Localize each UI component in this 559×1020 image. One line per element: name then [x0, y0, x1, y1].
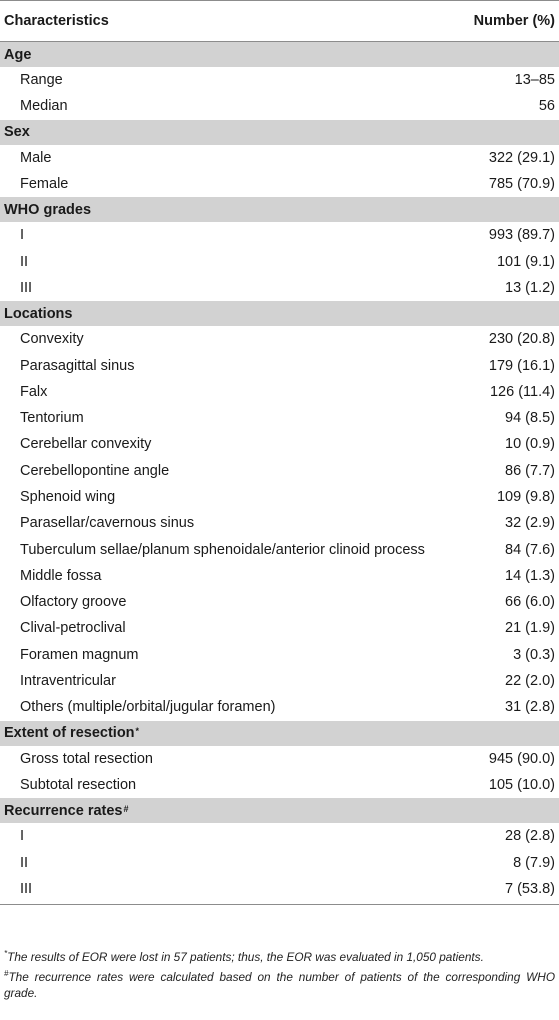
table-row	[0, 352, 559, 378]
row-label: Male	[20, 149, 52, 166]
table-row	[0, 67, 559, 93]
row-label: I	[20, 828, 25, 845]
section-header	[0, 798, 559, 823]
table-row	[0, 823, 559, 849]
row-label: Clival-petroclival	[20, 620, 126, 637]
row-value: 66 (6.0)	[505, 594, 555, 611]
row-value: 8 (7.9)	[513, 854, 555, 871]
table-row	[0, 275, 559, 301]
row-value: 86 (7.7)	[505, 462, 555, 479]
row-label: Others (multiple/orbital/jugular foramen)	[20, 699, 276, 716]
row-value: 785 (70.9)	[488, 176, 555, 193]
table-row	[0, 222, 559, 248]
row-value: 32 (2.9)	[505, 515, 555, 532]
row-value: 28 (2.8)	[505, 828, 555, 845]
row-label: Median	[20, 98, 68, 115]
row-label: Subtotal resection	[20, 776, 137, 793]
table-row	[0, 405, 559, 431]
row-value: 13–85	[514, 72, 555, 89]
row-label: Falx	[20, 383, 48, 400]
row-label: III	[20, 880, 33, 897]
row-label: Parasellar/cavernous sinus	[20, 515, 195, 532]
row-value: 3 (0.3)	[513, 646, 555, 663]
row-value: 230 (20.8)	[488, 331, 555, 348]
table-row	[0, 145, 559, 171]
footnote-text: The results of EOR were lost in 57 patients; thus, the EOR was evaluated in 1,050 patients.	[7, 949, 484, 964]
table-row	[0, 746, 559, 772]
table-row	[0, 694, 559, 720]
row-value: 179 (16.1)	[488, 357, 555, 374]
row-label: II	[20, 253, 29, 270]
table-row	[0, 248, 559, 274]
row-label: Tentorium	[20, 410, 84, 427]
table-row	[0, 876, 559, 902]
row-value: 945 (90.0)	[488, 750, 555, 767]
header-characteristics: Characteristics	[4, 13, 109, 29]
row-label: III	[20, 279, 33, 296]
footnotes	[4, 946, 555, 1002]
table-row	[0, 615, 559, 641]
table-bottom-rule	[0, 904, 559, 905]
footnote-text: The recurrence rates were calculated based on the number of patients of the corresponding WHO grade.	[4, 970, 555, 1000]
row-label: Convexity	[20, 331, 84, 348]
section-title: Age	[4, 46, 32, 63]
table-row	[0, 484, 559, 510]
row-label: II	[20, 854, 29, 871]
row-value: 126 (11.4)	[489, 383, 555, 400]
row-label: Range	[20, 72, 63, 89]
row-value: 56	[538, 98, 555, 115]
row-label: Tuberculum sellae/planum sphenoidale/anterior clinoid process	[20, 541, 425, 558]
row-label: Olfactory groove	[20, 594, 127, 611]
row-value: 14 (1.3)	[505, 567, 555, 584]
section-footnote-mark: #	[123, 803, 129, 814]
row-value: 105 (10.0)	[488, 776, 555, 793]
table-row	[0, 668, 559, 694]
row-value: 21 (1.9)	[505, 620, 555, 637]
row-value: 322 (29.1)	[488, 149, 555, 166]
row-label: I	[20, 227, 25, 244]
row-label: Parasagittal sinus	[20, 357, 135, 374]
section-title: Recurrence rates	[4, 802, 123, 819]
footnote-mark: #	[4, 969, 9, 979]
row-value: 7 (53.8)	[505, 880, 555, 897]
table-row	[0, 849, 559, 875]
row-value: 101 (9.1)	[496, 253, 555, 270]
row-label: Gross total resection	[20, 750, 153, 767]
section-title: Locations	[4, 305, 73, 322]
section-header	[0, 120, 559, 145]
row-label: Sphenoid wing	[20, 489, 116, 505]
section-header	[0, 301, 559, 326]
table-row	[0, 589, 559, 615]
footnote-eor	[4, 946, 555, 965]
row-value: 84 (7.6)	[505, 541, 555, 558]
table-row	[0, 431, 559, 457]
section-title: Sex	[4, 124, 30, 141]
row-value: 993 (89.7)	[488, 227, 555, 244]
table-row	[0, 93, 559, 119]
row-label: Foramen magnum	[20, 646, 139, 663]
table-row	[0, 536, 559, 562]
section-title: Extent of resection	[4, 725, 135, 742]
table-row	[0, 510, 559, 536]
row-label: Female	[20, 176, 69, 193]
row-value: 10 (0.9)	[505, 436, 555, 453]
row-label: Middle fossa	[20, 567, 102, 584]
section-title: WHO grades	[4, 201, 92, 218]
table-row	[0, 563, 559, 589]
row-value: 94 (8.5)	[505, 410, 555, 427]
row-label: Cerebellar convexity	[20, 436, 152, 453]
footnote-recurrence	[4, 966, 555, 1001]
table-row	[0, 171, 559, 197]
table-row	[0, 458, 559, 484]
table-body	[0, 42, 559, 902]
table-row	[0, 772, 559, 798]
row-value: 13 (1.2)	[505, 279, 555, 296]
table-header	[0, 0, 559, 42]
row-label: Intraventricular	[20, 673, 116, 690]
table-row	[0, 379, 559, 405]
table-row	[0, 326, 559, 352]
row-value: 31 (2.8)	[505, 699, 555, 716]
section-header	[0, 197, 559, 222]
section-footnote-mark: *	[135, 726, 140, 737]
row-value: 109 (9.8)	[496, 489, 555, 505]
row-label: Cerebellopontine angle	[20, 462, 170, 479]
section-header	[0, 721, 559, 746]
section-header	[0, 42, 559, 67]
row-value: 22 (2.0)	[505, 673, 555, 690]
footnote-mark: *	[4, 949, 8, 958]
table-row	[0, 642, 559, 668]
header-number-percent: Number (%)	[473, 13, 555, 29]
